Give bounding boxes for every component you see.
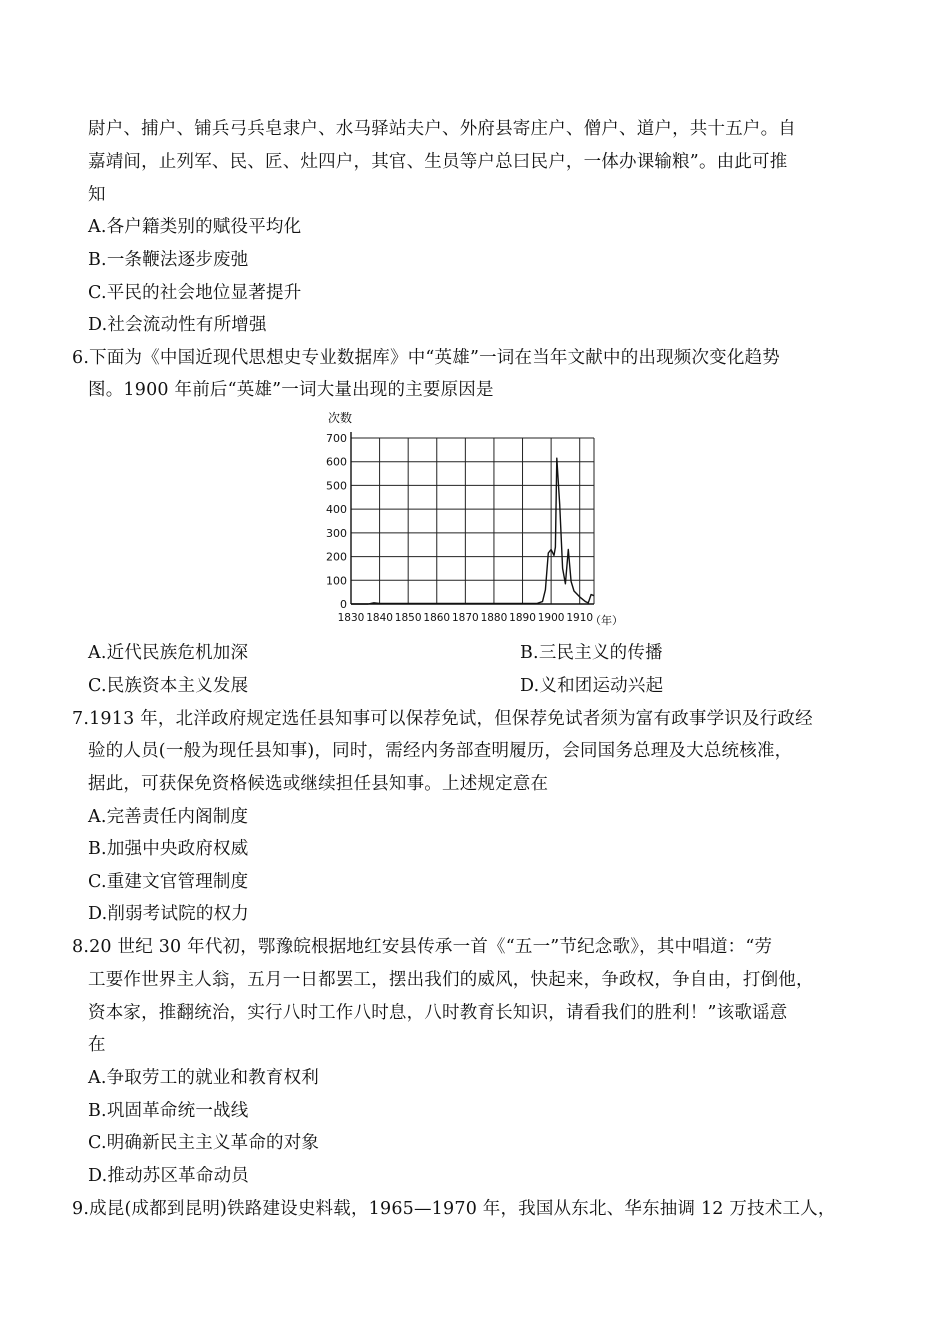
q7-option-a[interactable]: A.完善责任内阁制度: [88, 807, 249, 827]
series-line-英雄: [351, 458, 594, 604]
q5-stem-line-1: 尉户、捕户、铺兵弓兵皂隶户、水马驿站夫户、外府县寄庄户、僧户、道户，共十五户。自: [88, 119, 796, 139]
chart-axes: [351, 432, 594, 604]
chart-series: [351, 458, 594, 604]
q8-option-b[interactable]: B.巩固革命统一战线: [88, 1101, 249, 1121]
x-tick-label: 1870: [451, 612, 479, 624]
x-tick-label: 1850: [394, 612, 422, 624]
x-tick-label: 1860: [423, 612, 451, 624]
chart-tick-labels: [326, 432, 593, 624]
q8-stem-line-1: 8.20 世纪 30 年代初，鄂豫皖根据地红安县传承一首《“五一”节纪念歌》，其中唱道：“劳: [72, 937, 773, 957]
y-tick-label: 200: [326, 550, 347, 564]
y-tick-label: 500: [326, 479, 347, 493]
q8-stem-line-2: 工要作世界主人翁，五月一日都罢工，摆出我们的威风，快起来，争政权，争自由，打倒他，: [88, 970, 814, 990]
q8-option-d[interactable]: D.推动苏区革命动员: [88, 1166, 249, 1186]
q7-option-d[interactable]: D.削弱考试院的权力: [88, 904, 249, 924]
q6-option-a[interactable]: A.近代民族危机加深: [88, 643, 249, 663]
y-tick-label: 600: [326, 455, 347, 469]
q8-option-a[interactable]: A.争取劳工的就业和教育权利: [88, 1068, 319, 1088]
frequency-chart: [322, 408, 632, 630]
q7-stem-line-3: 据此，可获保免资格候选或继续担任县知事。上述规定意在: [88, 774, 549, 794]
x-tick-label: 1830: [337, 612, 365, 624]
q9-stem-line-1: 9.成昆(成都到昆明)铁路建设史料载，1965—1970 年，我国从东北、华东抽调 12 万技术工人，: [72, 1199, 836, 1219]
chart-x-axis-label: （年）: [590, 614, 623, 627]
q6-option-d[interactable]: D.义和团运动兴起: [520, 676, 664, 696]
frequency-chart-svg: [322, 408, 632, 630]
chart-y-axis-label: 次数: [328, 411, 353, 425]
y-tick-label: 700: [326, 432, 347, 445]
x-tick-label: 1840: [366, 612, 393, 624]
q6-stem-line-1: 6.下面为《中国近现代思想史专业数据库》中“英雄”一词在当年文献中的出现频次变化趋势: [72, 348, 780, 368]
q8-stem-line-3: 资本家，推翻统治，实行八时工作八时息，八时教育长知识，请看我们的胜利！”该歌谣意: [88, 1003, 788, 1023]
y-tick-label: 300: [326, 526, 347, 540]
q6-stem-line-2: 图。1900 年前后“英雄”一词大量出现的主要原因是: [88, 380, 494, 400]
q7-stem-line-1: 7.1913 年，北洋政府规定选任县知事可以保荐免试，但保荐免试者须为富有政事学识及行政经: [72, 709, 813, 729]
q5-option-b[interactable]: B.一条鞭法逐步废弛: [88, 250, 249, 270]
q5-option-c[interactable]: C.平民的社会地位显著提升: [88, 283, 302, 303]
q8-option-c[interactable]: C.明确新民主主义革命的对象: [88, 1133, 320, 1153]
x-tick-label: 1890: [509, 612, 536, 624]
x-tick-label: 1900: [537, 612, 565, 624]
q6-option-b[interactable]: B.三民主义的传播: [520, 643, 663, 663]
q5-option-a[interactable]: A.各户籍类别的赋役平均化: [88, 217, 302, 237]
y-tick-label: 0: [340, 598, 347, 611]
q7-stem-line-2: 验的人员(一般为现任县知事)，同时，需经内务部查明履历，会同国务总理及大总统核准，: [88, 741, 793, 761]
q5-stem-line-2: 嘉靖间，止列军、民、匠、灶四户，其官、生员等户总曰民户，一体办课输粮”。由此可推: [88, 152, 788, 172]
y-tick-label: 400: [326, 503, 347, 517]
x-tick-label: 1910: [566, 612, 594, 624]
q5-option-d[interactable]: D.社会流动性有所增强: [88, 315, 267, 335]
q7-option-c[interactable]: C.重建文官管理制度: [88, 872, 249, 892]
q8-stem-line-4: 在: [88, 1035, 106, 1055]
x-tick-label: 1880: [480, 612, 508, 624]
q5-stem-line-3: 知: [88, 185, 106, 205]
q6-option-c[interactable]: C.民族资本主义发展: [88, 676, 249, 696]
y-tick-label: 100: [326, 574, 347, 588]
q7-option-b[interactable]: B.加强中央政府权威: [88, 839, 249, 859]
